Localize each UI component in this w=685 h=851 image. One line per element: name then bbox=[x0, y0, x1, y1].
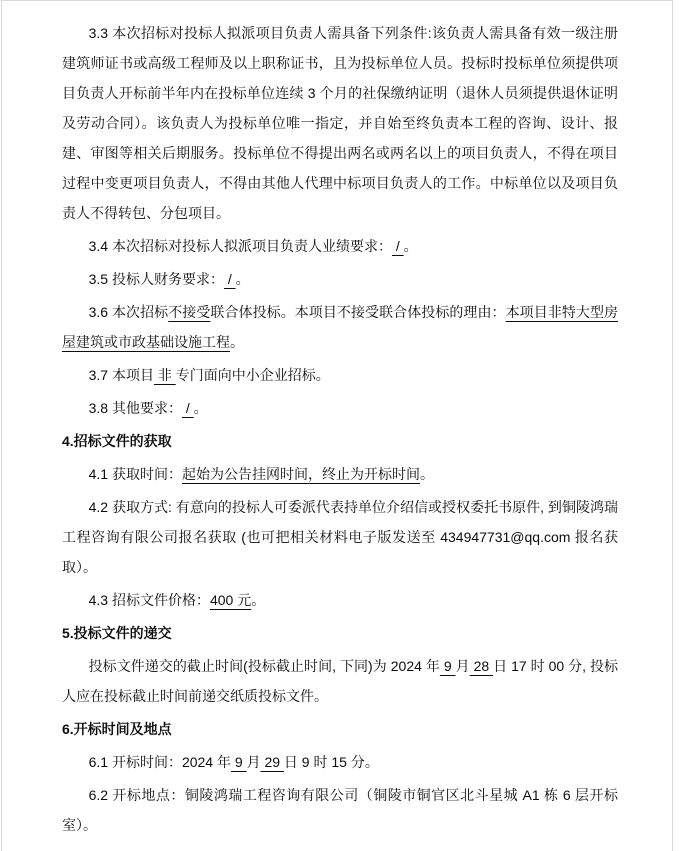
clause-3-4 bbox=[62, 231, 618, 261]
clause-6-1-lead: 6.1 开标时间：2024 年 bbox=[88, 754, 231, 770]
financial-requirement-value: / bbox=[223, 271, 236, 287]
clause-6-2 bbox=[62, 780, 618, 840]
clause-3-4-period: 。 bbox=[403, 238, 418, 254]
sme-targeting-value: 非 bbox=[153, 367, 176, 383]
deadline-month-value: 9 bbox=[439, 658, 456, 674]
clause-3-8-label: 3.8 其他要求： bbox=[88, 400, 182, 416]
clause-5-lead: 投标文件递交的截止时间(投标截止时间, 下同)为 2024 年 bbox=[88, 658, 440, 674]
clause-4-3-period: 。 bbox=[251, 592, 266, 608]
clause-3-6-middle: 联合体投标。本项目不接受联合体投标的理由： bbox=[210, 304, 506, 320]
section-heading-6 bbox=[62, 714, 618, 744]
obtain-time-value: 起始为公告挂网时间，终止为开标时间 bbox=[181, 466, 420, 482]
clause-6-1-month-char: 月 bbox=[246, 754, 261, 770]
clause-3-8-period: 。 bbox=[193, 400, 208, 416]
clause-6-2-text: 6.2 开标地点：铜陵鸿瑞工程咨询有限公司（铜陵市铜官区北斗星城 A1 栋 6 层开标室）。 bbox=[62, 787, 618, 833]
clause-4-1 bbox=[62, 459, 618, 489]
clause-3-7-lead: 3.7 本项目 bbox=[88, 367, 154, 383]
clause-5-tail: 日 17 时 00 分, 投标人应在投标截止时间前递交纸质投标文件。 bbox=[62, 658, 618, 704]
opening-day-value: 29 bbox=[260, 754, 284, 770]
section-heading-5 bbox=[62, 618, 618, 648]
joint-bid-acceptance-value: 不接受 bbox=[168, 304, 211, 320]
section-heading-4 bbox=[62, 426, 618, 456]
clause-3-4-label: 3.4 本次招标对投标人拟派项目负责人业绩要求： bbox=[88, 238, 392, 254]
section-heading-5-text: 5.投标文件的递交 bbox=[62, 625, 172, 641]
clause-3-3-text: 3.3 本次招标对投标人拟派项目负责人需具备下列条件:该负责人需具备有效一级注册建筑师证书或高级工程师及以上职称证书，且为投标单位人员。投标时投标单位须提供项目负责人开标前半年内在投标单位连续 3 个月的社保缴纳证明（退休人员须提供退休证明及劳动合同）。该负责人为投标单位唯一指定，并自始至终负责本工程的咨询、设计、报建、审图等相关后期服务。投标单位不得提出两名或两名以上的项目负责人，不得在项目过程中变更项目负责人，不得由其他人代理中标项目负责人的工作。中标单位以及项目负责人不得转包、分包项目。 bbox=[62, 25, 618, 221]
clause-3-6-lead: 3.6 本次招标 bbox=[88, 304, 169, 320]
clause-4-1-label: 4.1 获取时间： bbox=[88, 466, 182, 482]
tender-notice-text bbox=[62, 18, 618, 840]
document-page bbox=[1, 0, 673, 851]
other-requirements-value: / bbox=[181, 400, 194, 416]
clause-3-6 bbox=[62, 297, 618, 357]
performance-requirement-value: / bbox=[391, 238, 404, 254]
clause-4-1-period: 。 bbox=[419, 466, 434, 482]
clause-3-7-tail: 专门面向中小企业招标。 bbox=[175, 367, 330, 383]
clause-3-5-period: 。 bbox=[235, 271, 250, 287]
section-heading-4-text: 4.招标文件的获取 bbox=[62, 433, 172, 449]
clause-5-month-char: 月 bbox=[455, 658, 470, 674]
clause-3-3 bbox=[62, 18, 618, 228]
clause-5-body bbox=[62, 651, 618, 711]
clause-3-7 bbox=[62, 360, 618, 390]
clause-6-1-tail: 日 9 时 15 分。 bbox=[283, 754, 379, 770]
joint-bid-reason-value: 本项目非特大型房屋建筑或市政基础设施工程 bbox=[62, 304, 619, 350]
deadline-day-value: 28 bbox=[469, 658, 494, 674]
clause-4-3 bbox=[62, 585, 618, 615]
clause-4-2-text: 4.2 获取方式: 有意向的投标人可委派代表持单位介绍信或授权委托书原件, 到铜陵鸿瑞工程咨询有限公司报名获取 (也可把相关材料电子版发送至 434947731@qq.com 报名获取）。 bbox=[62, 499, 618, 575]
section-heading-6-text: 6.开标时间及地点 bbox=[62, 721, 172, 737]
opening-month-value: 9 bbox=[230, 754, 247, 770]
clause-3-6-period: 。 bbox=[230, 334, 244, 350]
clause-3-5 bbox=[62, 264, 618, 294]
clause-4-2 bbox=[62, 492, 618, 582]
clause-4-3-label: 4.3 招标文件价格： bbox=[88, 592, 210, 608]
clause-3-8 bbox=[62, 393, 618, 423]
clause-3-5-label: 3.5 投标人财务要求： bbox=[88, 271, 224, 287]
clause-6-1 bbox=[62, 747, 618, 777]
document-price-value: 400 元 bbox=[209, 592, 252, 608]
